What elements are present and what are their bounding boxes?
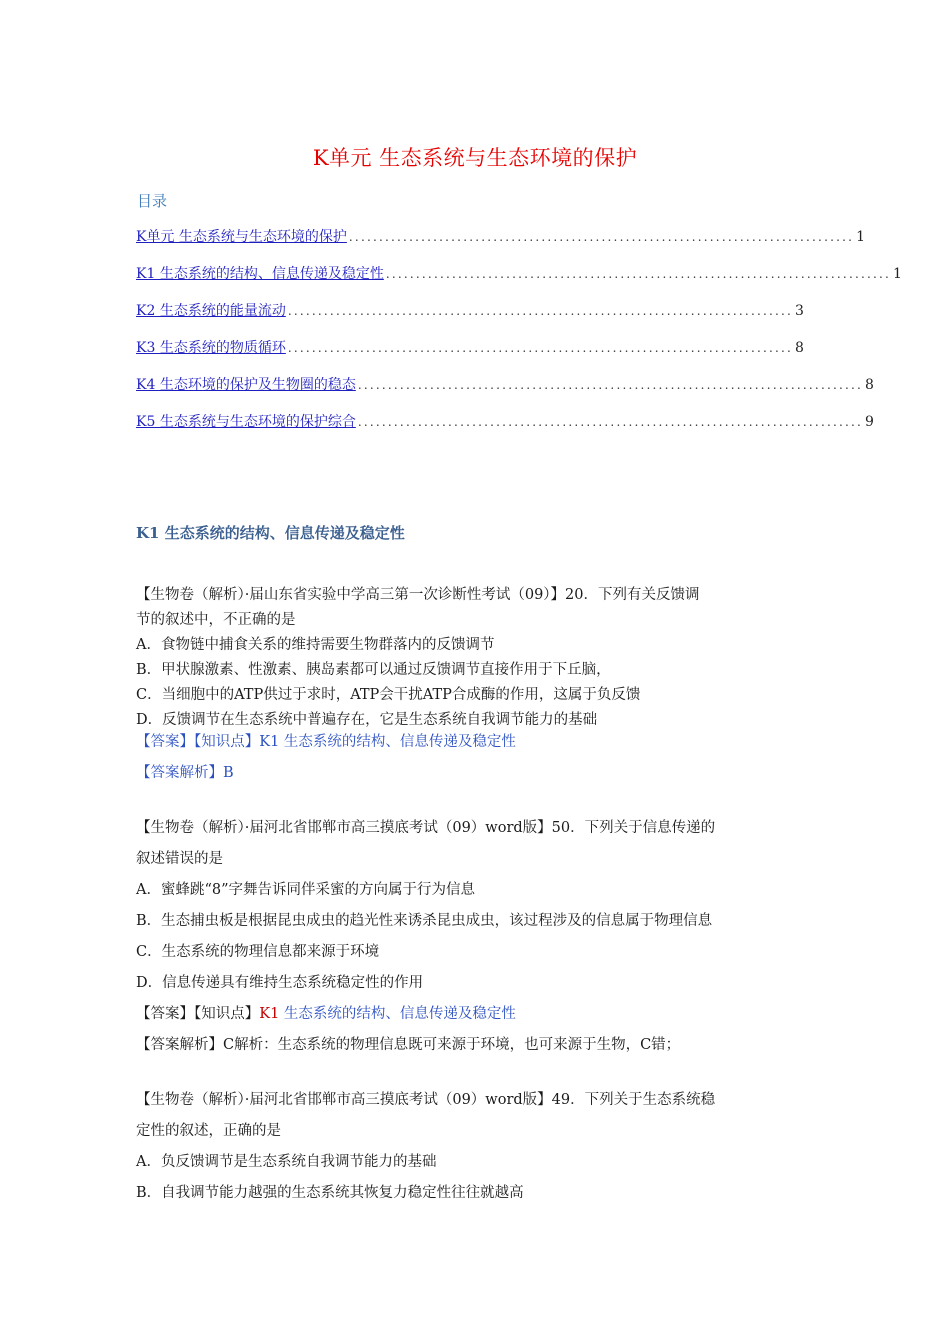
option-b: B．自我调节能力越强的生态系统其恢复力稳定性往往就越高 xyxy=(136,1185,524,1201)
answer-label: 【答案】【知识点】 xyxy=(136,734,260,750)
toc-entry[interactable] xyxy=(136,226,866,248)
toc-page-number: 8 xyxy=(865,377,874,393)
toc-link[interactable]: K5 生态系统与生态环境的保护综合 xyxy=(136,414,356,430)
option-d: D．反馈调节在生态系统中普遍存在，它是生态系统自我调节能力的基础 xyxy=(136,712,598,728)
toc-leader-dots: .................................................................................... xyxy=(385,267,892,281)
toc-page-number: 1 xyxy=(856,229,866,245)
toc-entry[interactable] xyxy=(136,300,804,322)
analysis-text: 【答案解析】B xyxy=(136,765,234,781)
toc-leader-dots: .................................................................................... xyxy=(287,304,794,318)
toc-entry[interactable] xyxy=(136,411,874,433)
toc-link[interactable]: K1 生态系统的结构、信息传递及稳定性 xyxy=(136,266,384,282)
toc-leader-dots: .................................................................................... xyxy=(287,341,794,355)
toc-page-number: 1 xyxy=(893,266,902,282)
answer-analysis xyxy=(136,761,234,782)
toc-link[interactable]: K4 生态环境的保护及生物圈的稳态 xyxy=(136,377,356,393)
question-stem: 【生物卷（解析）·届河北省邯郸市高三摸底考试（09）word版】50．下列关于信息传递的 xyxy=(136,820,716,836)
option-c: C．当细胞中的ATP供过于求时，ATP会干扰ATP合成酶的作用，这属于负反馈 xyxy=(136,687,641,703)
option-a: A．蜜蜂跳“8”字舞告诉同伴采蜜的方向属于行为信息 xyxy=(136,882,476,898)
toc-entry[interactable] xyxy=(136,263,902,285)
option-b: B．生态捕虫板是根据昆虫成虫的趋光性来诱杀昆虫成虫，该过程涉及的信息属于物理信息 xyxy=(136,913,713,929)
toc-heading: 目录 xyxy=(137,192,168,210)
question-stem: 叙述错误的是 xyxy=(136,851,223,867)
question-stem: 节的叙述中，不正确的是 xyxy=(136,612,296,628)
knowledge-point: 生态系统的结构、信息传递及稳定性 xyxy=(279,1006,516,1022)
option-d: D．信息传递具有维持生态系统稳定性的作用 xyxy=(136,975,424,991)
toc-page-number: 9 xyxy=(865,414,874,430)
answer-line xyxy=(136,730,516,751)
toc-leader-dots: .................................................................................... xyxy=(357,415,864,429)
question-stem: 【生物卷（解析）·届山东省实验中学高三第一次诊断性考试（09）】20．下列有关反馈调 xyxy=(136,587,700,603)
toc-leader-dots: .................................................................................... xyxy=(357,378,864,392)
knowledge-point: K1 生态系统的结构、信息传递及稳定性 xyxy=(259,734,516,750)
question-stem: 【生物卷（解析）·届河北省邯郸市高三摸底考试（09）word版】49．下列关于生态系统稳 xyxy=(136,1092,716,1108)
option-a: A．负反馈调节是生态系统自我调节能力的基础 xyxy=(136,1154,437,1170)
toc-entry[interactable] xyxy=(136,374,874,396)
answer-line xyxy=(136,1002,516,1023)
option-c: C．生态系统的物理信息都来源于环境 xyxy=(136,944,380,960)
toc-link[interactable]: K单元 生态系统与生态环境的保护 xyxy=(136,229,347,245)
question-stem: 定性的叙述，正确的是 xyxy=(136,1123,281,1139)
toc-link[interactable]: K3 生态系统的物质循环 xyxy=(136,340,286,356)
toc-entry[interactable] xyxy=(136,337,804,359)
knowledge-point-code: K1 xyxy=(259,1006,280,1022)
answer-label: 【答案】【知识点】 xyxy=(136,1006,260,1022)
toc-page-number: 3 xyxy=(795,303,804,319)
option-a: A．食物链中捕食关系的维持需要生物群落内的反馈调节 xyxy=(136,637,495,653)
toc-page-number: 8 xyxy=(795,340,804,356)
toc-leader-dots: .................................................................................... xyxy=(348,230,855,244)
document-title: K单元 生态系统与生态环境的保护 xyxy=(312,146,638,170)
toc-link[interactable]: K2 生态系统的能量流动 xyxy=(136,303,286,319)
option-b: B．甲状腺激素、性激素、胰岛素都可以通过反馈调节直接作用于下丘脑， xyxy=(136,662,611,678)
answer-analysis: 【答案解析】C解析：生态系统的物理信息既可来源于环境，也可来源于生物，C错； xyxy=(136,1037,681,1053)
section-heading: K1 生态系统的结构、信息传递及稳定性 xyxy=(136,524,405,542)
